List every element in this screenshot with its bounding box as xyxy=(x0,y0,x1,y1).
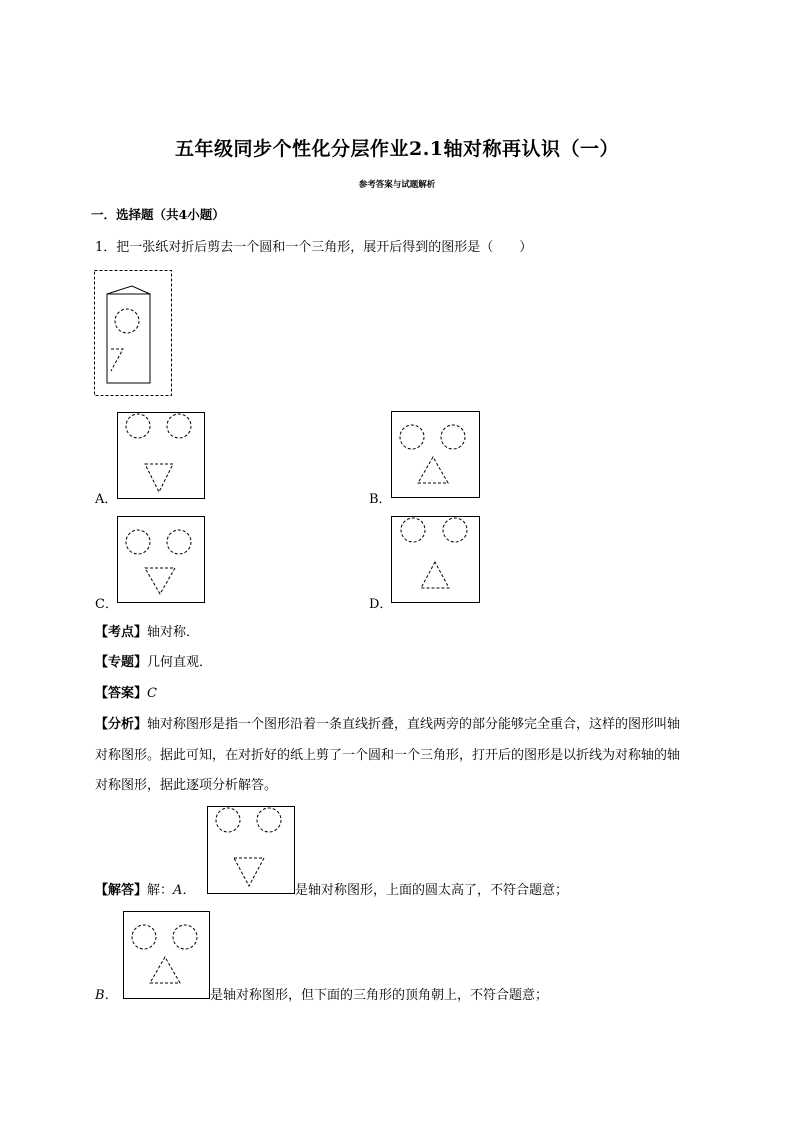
option-c-figure[interactable] xyxy=(117,516,205,603)
zhuanti-tag: 【专题】 xyxy=(95,655,148,670)
option-a-figure[interactable] xyxy=(117,412,205,499)
fenxi-line-2: 对称图形。据此可知，在对折好的纸上剪了一个圆和一个三角形，打开后的图形是以折线为对称轴的轴 xyxy=(95,748,681,763)
question-1-text: 1．把一张纸对折后剪去一个圆和一个三角形，展开后得到的图形是（ ） xyxy=(95,240,533,255)
option-b-label[interactable]: B． xyxy=(369,492,392,507)
daan-tag: 【答案】 xyxy=(95,686,148,701)
option-c-label[interactable]: C． xyxy=(95,597,118,612)
kaodian-tag: 【考点】 xyxy=(95,625,148,640)
zhuanti-text: 几何直观． xyxy=(147,655,213,670)
jieda-row-a xyxy=(95,878,195,904)
jieda-a-text: 是轴对称图形，上面的圆太高了，不符合题意； xyxy=(295,883,569,898)
fenxi-tag: 【分析】 xyxy=(95,717,148,732)
option-d-label[interactable]: D． xyxy=(369,597,393,612)
option-d-figure[interactable] xyxy=(391,516,480,603)
fenxi-line-3: 对称图形，据此逐项分析解答。 xyxy=(95,778,278,793)
jieda-b-text: 是轴对称图形，但下面的三角形的顶角朝上，不符合题意； xyxy=(210,988,549,1003)
zhuanti-row xyxy=(95,650,212,676)
option-b-figure[interactable] xyxy=(391,411,480,498)
page-subtitle: 参考答案与试题解析 xyxy=(358,180,436,190)
folded-paper-figure xyxy=(94,270,172,396)
daan-text: C xyxy=(147,686,157,701)
kaodian-text: 轴对称． xyxy=(147,625,200,640)
fenxi-text-1: 轴对称图形是指一个图形沿着一条直线折叠，直线两旁的部分能够完全重合，这样的图形叫轴 xyxy=(147,717,681,732)
solution-a-figure xyxy=(207,806,295,894)
kaodian-row xyxy=(95,620,199,646)
option-a-label[interactable]: A． xyxy=(95,492,118,507)
jieda-a-label: A． xyxy=(173,883,196,898)
page-title: 五年级同步个性化分层作业2.1轴对称再认识（一） xyxy=(174,138,620,160)
fenxi-line-1 xyxy=(95,712,680,738)
jieda-prefix: 解： xyxy=(147,883,174,898)
jieda-tag: 【解答】 xyxy=(95,883,148,898)
daan-row xyxy=(95,681,157,707)
solution-b-figure xyxy=(123,911,210,999)
section-heading: 一．选择题（共4小题） xyxy=(91,207,225,222)
jieda-b-label: B． xyxy=(95,988,118,1003)
